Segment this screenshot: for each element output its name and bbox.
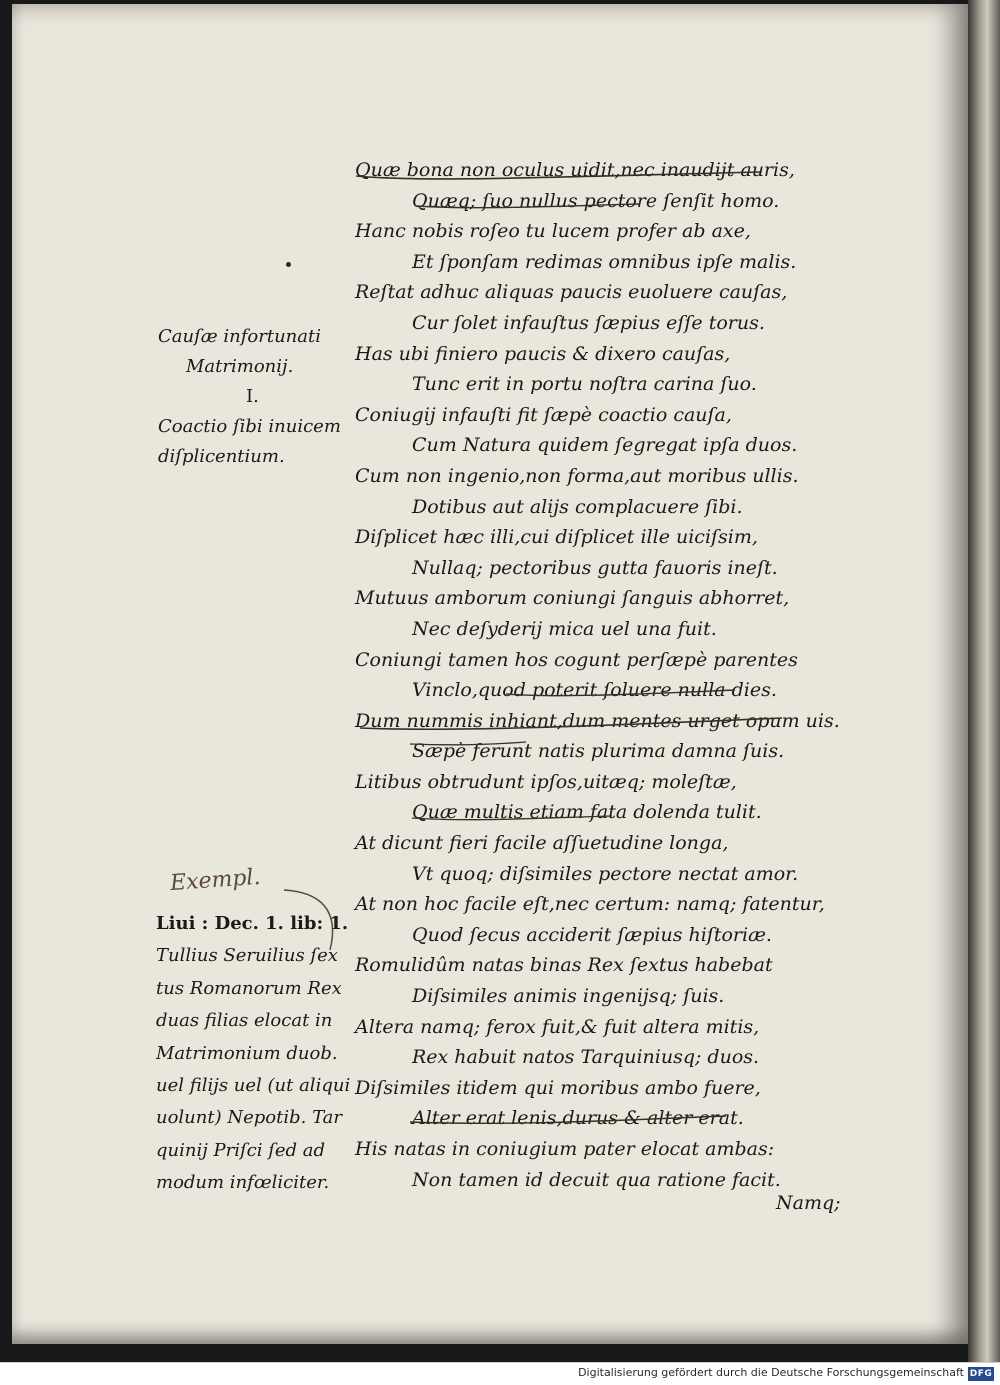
margin-note-line: modum infœliciter.	[156, 1172, 330, 1194]
verse-line: Diſplicet hæc illi,cui diſplicet ille uiciſsim,	[355, 526, 758, 549]
margin-note-line: Matrimonium duob.	[156, 1042, 338, 1064]
ink-dot-mark	[286, 262, 291, 267]
catchword: Namq;	[776, 1192, 841, 1214]
verse-line: Quæq; ſuo nullus pectore ſenſit homo.	[412, 189, 780, 212]
margin-note-line: uolunt) Nepotib. Tar	[156, 1107, 343, 1129]
verse-line: Cur ſolet infauſtus ſæpius eſſe torus.	[412, 311, 765, 334]
verse-line: Rex habuit natos Tarquiniusq; duos.	[412, 1046, 760, 1069]
verse-line: Diſsimiles animis ingenijsq; ſuis.	[412, 985, 725, 1008]
margin-note-line: duas filias elocat in	[156, 1010, 333, 1032]
verse-line: At non hoc facile eſt,nec certum: namq; fatentur,	[355, 893, 825, 916]
verse-line: Coniungi tamen hos cogunt perſæpè parentes	[355, 648, 798, 671]
verse-line: Reſtat adhuc aliquas paucis euoluere cauſas,	[355, 281, 788, 304]
verse-line: Romulidûm natas binas Rex ſextus habebat	[355, 954, 773, 977]
verse-line: At dicunt fieri facile aſſuetudine longa,	[355, 832, 729, 855]
margin-note-reference: Liui : Dec. 1. lib: 1.	[156, 913, 349, 934]
dfg-logo: DFG	[969, 1369, 993, 1379]
margin-note-line: quinij Priſci ſed ad	[156, 1139, 326, 1161]
verse-line: Diſsimiles itidem qui moribus ambo fuere,	[355, 1076, 761, 1099]
verse-line: Dum nummis inhiant,dum mentes urget opum uis.	[355, 709, 840, 732]
margin-note-line: tus Romanorum Rex	[156, 977, 342, 999]
verse-line: Quæ multis etiam fata dolenda tulit.	[412, 801, 762, 824]
verse-line: Et ſponſam redimas omnibus ipſe malis.	[412, 250, 797, 273]
margin-note-line: Matrimonij.	[186, 356, 294, 377]
handwritten-annotation: Exempl.	[169, 864, 262, 897]
verse-line: Non tamen id decuit qua ratione facit.	[412, 1168, 781, 1191]
verse-line: Quæ bona non oculus uidit,nec inaudijt auris,	[355, 159, 795, 181]
verse-line: Has ubi finiero paucis & dixero cauſas,	[355, 342, 731, 365]
footer-bar	[0, 1362, 1000, 1385]
verse-line: Cum Natura quidem ſegregat ipſa duos.	[412, 434, 798, 457]
book-spine-edge	[968, 0, 1000, 1362]
verse-line: Litibus obtrudunt ipſos,uitæq; moleſtæ,	[355, 770, 737, 793]
verse-line: Quod ſecus acciderit ſæpius hiſtoriæ.	[412, 923, 772, 946]
verse-line: Vinclo,quod poterit ſoluere nulla dies.	[412, 679, 777, 702]
margin-note-causes	[158, 322, 341, 472]
margin-note-livy	[156, 908, 350, 1200]
verse-line: Tunc erit in portu noſtra carina ſuo.	[412, 373, 757, 396]
verse-text-block	[355, 155, 840, 1195]
margin-note-number: I.	[246, 386, 259, 407]
margin-note-line: Tullius Seruilius ſex	[156, 945, 338, 967]
verse-line: Nec deſyderij mica uel una fuit.	[412, 617, 717, 640]
margin-note-line: Cauſæ infortunati	[158, 326, 321, 347]
verse-line: Alter erat lenis,durus & alter erat.	[412, 1107, 744, 1130]
digitization-credit: Digitalisierung gefördert durch die Deutsche Forschungsgemeinschaft	[578, 1366, 964, 1379]
verse-line: Nullaq; pectoribus gutta fauoris ineſt.	[412, 556, 778, 579]
margin-note-line: Coactio ſibi inuicem	[158, 416, 341, 437]
margin-note-line: uel filijs uel (ut aliqui	[156, 1075, 351, 1097]
verse-line: Altera namq; ferox fuit,& fuit altera mitis,	[355, 1015, 760, 1038]
verse-line: Vt quoq; diſsimiles pectore nectat amor.	[412, 862, 799, 885]
verse-line: Hanc nobis roſeo tu lucem profer ab axe,	[355, 220, 751, 243]
verse-line: Mutuus amborum coniungi ſanguis abhorret,	[355, 587, 790, 610]
margin-note-line: diſplicentium.	[158, 446, 285, 467]
verse-line: Dotibus aut alijs complacuere ſibi.	[412, 495, 743, 518]
verse-line: Coniugij infauſti fit ſæpè coactio cauſa,	[355, 403, 732, 426]
verse-line: Sæpè ferunt natis plurima damna ſuis.	[412, 740, 785, 763]
verse-line: His natas in coniugium pater elocat ambas:	[355, 1138, 775, 1160]
verse-line: Cum non ingenio,non forma,aut moribus ullis.	[355, 464, 799, 487]
